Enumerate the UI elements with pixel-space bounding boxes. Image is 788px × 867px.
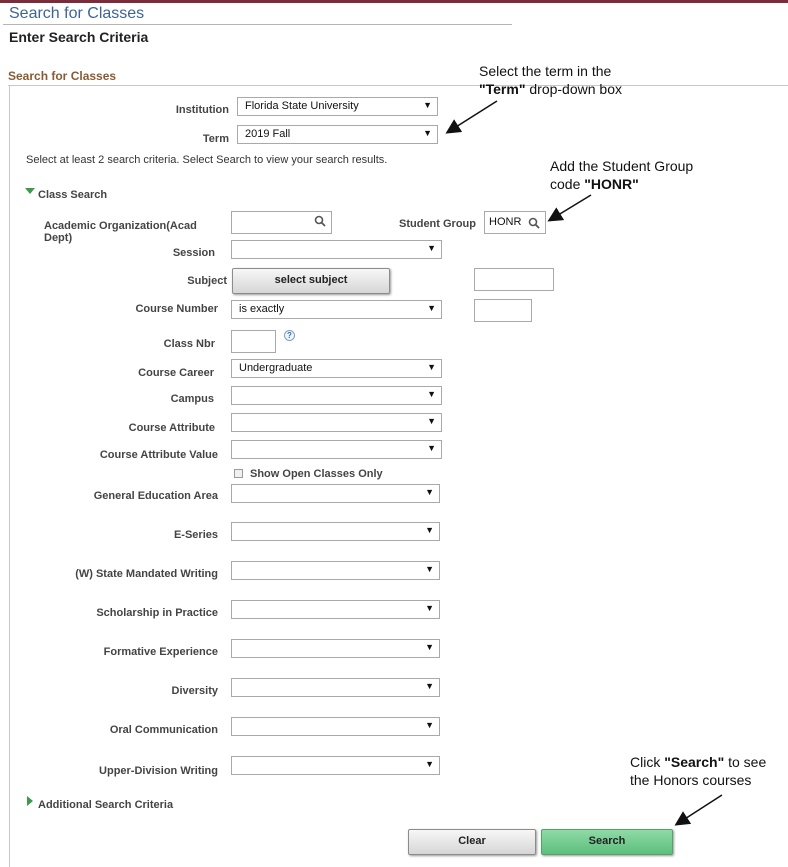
scholarship-label: Scholarship in Practice — [96, 607, 218, 619]
search-annotation-post: to see — [724, 754, 767, 770]
open-classes-label: Show Open Classes Only — [250, 468, 383, 480]
course-career-label: Course Career — [138, 367, 214, 379]
additional-criteria-toggle[interactable]: Additional Search Criteria — [38, 799, 174, 811]
session-label: Session — [172, 247, 215, 259]
search-annotation-pre: Click — [630, 754, 665, 770]
student-group-value: HONR — [489, 216, 522, 228]
term-annotation-line1: Select the term in the — [479, 63, 612, 79]
dropdown-arrow-icon: ▼ — [427, 389, 436, 399]
group-arrow-icon — [550, 195, 591, 220]
page-subtitle: Enter Search Criteria — [9, 29, 149, 45]
term-arrow-icon — [448, 101, 497, 132]
dropdown-arrow-icon: ▼ — [427, 416, 436, 426]
group-annotation-bold: "HONR" — [584, 176, 639, 192]
e-series-label: E-Series — [173, 529, 218, 541]
dropdown-arrow-icon: ▼ — [425, 642, 434, 652]
course-attribute-value-label: Course Attribute Value — [99, 449, 218, 461]
dropdown-arrow-icon: ▼ — [427, 362, 436, 372]
course-career-value: Undergraduate — [239, 362, 313, 374]
section-title: Search for Classes — [8, 69, 117, 83]
formative-label: Formative Experience — [103, 646, 218, 658]
term-annotation-rest: drop-down box — [525, 81, 622, 97]
dropdown-arrow-icon: ▼ — [425, 759, 434, 769]
dropdown-arrow-icon: ▼ — [425, 681, 434, 691]
help-icon[interactable]: ? — [284, 330, 295, 341]
upper-div-label: Upper-Division Writing — [99, 765, 218, 777]
select-subject-button[interactable]: select subject — [232, 268, 390, 294]
subject-label: Subject — [187, 275, 227, 287]
dropdown-arrow-icon: ▼ — [425, 603, 434, 613]
group-annotation-pre: code — [550, 176, 585, 192]
group-annotation-line1: Add the Student Group — [550, 158, 694, 174]
academic-org-label-line2: Dept) — [44, 232, 73, 244]
oral-label: Oral Communication — [109, 724, 218, 736]
diversity-label: Diversity — [171, 685, 218, 697]
term-value: 2019 Fall — [245, 128, 291, 140]
search-annotation-bold: "Search" — [664, 754, 725, 770]
dropdown-arrow-icon: ▼ — [425, 564, 434, 574]
search-arrow-icon — [677, 795, 722, 824]
course-attribute-label: Course Attribute — [128, 422, 215, 434]
institution-value: Florida State University — [245, 100, 359, 112]
class-nbr-label: Class Nbr — [163, 338, 215, 350]
term-label: Term — [202, 133, 229, 145]
instructions-text: Select at least 2 search criteria. Select Search to view your search results. — [26, 154, 388, 166]
clear-button[interactable]: Clear — [408, 829, 536, 855]
student-group-label: Student Group — [399, 218, 476, 230]
search-button[interactable]: Search — [541, 829, 673, 855]
search-annotation-line2: the Honors courses — [630, 772, 752, 788]
course-number-label: Course Number — [135, 303, 218, 315]
dropdown-arrow-icon: ▼ — [425, 525, 434, 535]
w-writing-label: (W) State Mandated Writing — [75, 568, 218, 580]
dropdown-arrow-icon: ▼ — [423, 128, 432, 138]
dropdown-arrow-icon: ▼ — [425, 720, 434, 730]
dropdown-arrow-icon: ▼ — [425, 487, 434, 497]
dropdown-arrow-icon: ▼ — [427, 243, 436, 253]
academic-org-label-line1: Academic Organization(Acad — [44, 220, 197, 232]
course-number-operator-value: is exactly — [239, 303, 285, 315]
dropdown-arrow-icon: ▼ — [423, 100, 432, 110]
gen-ed-label: General Education Area — [93, 490, 218, 502]
page-title: Search for Classes — [9, 5, 145, 22]
term-annotation-bold: "Term" — [479, 81, 526, 97]
dropdown-arrow-icon: ▼ — [427, 443, 436, 453]
class-search-toggle[interactable]: Class Search — [38, 189, 108, 201]
institution-label: Institution — [175, 104, 229, 116]
dropdown-arrow-icon: ▼ — [427, 303, 436, 313]
campus-label: Campus — [170, 393, 214, 405]
